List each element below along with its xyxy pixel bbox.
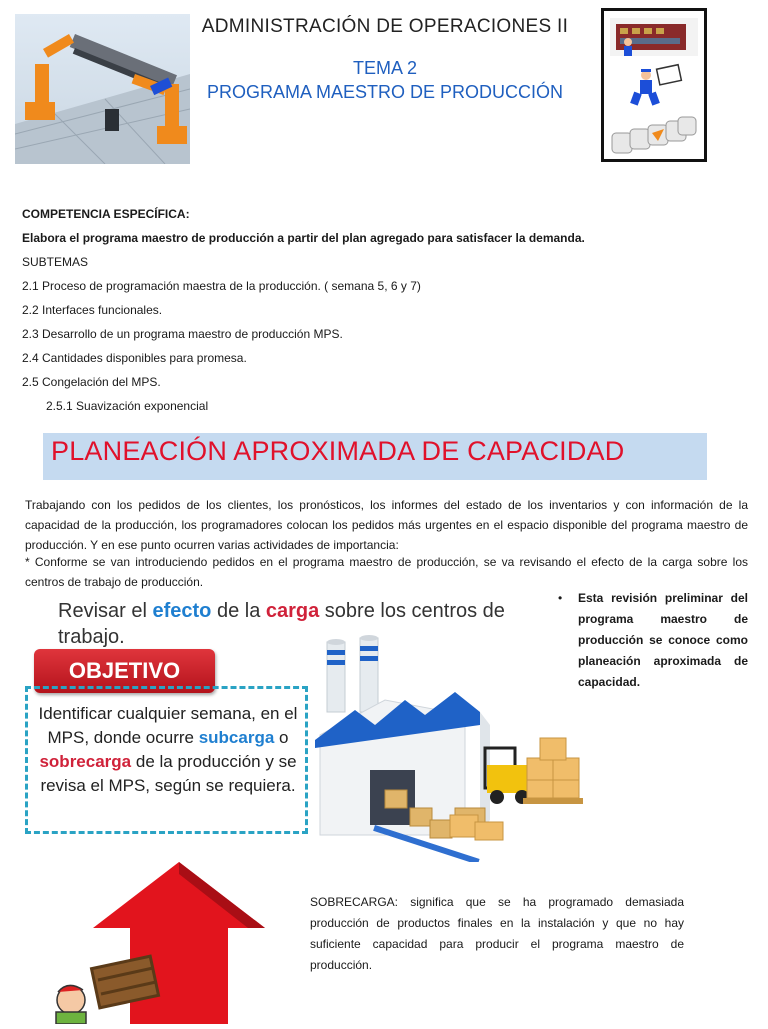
caption-carga: carga [265,600,320,622]
worker-document-icon [608,63,700,109]
robot-assembly-line-image [15,14,190,164]
objetivo-text-part: Identificar cualquier semana, en el MPS, donde ocurre [38,704,298,747]
subtopics-heading: SUBTEMAS [22,255,89,269]
paper-rolls-icon [608,111,700,157]
tema-title: PROGRAMA MAESTRO DE PRODUCCIÓN [206,82,564,102]
definition-bullet-text: Esta revisión preliminar del programa maestro de producción se conoce como planeación aproximada de capacidad. [578,591,748,689]
section-banner-title: PLANEACIÓN APROXIMADA DE CAPACIDAD [51,436,625,466]
objetivo-text-part: o [274,728,289,747]
competency-section [22,202,742,418]
caption-text: Revisar el [58,600,153,622]
subtopic-subitem: 2.5.1 Suavización exponencial [46,399,209,413]
process-icons-panel [601,8,707,162]
subtopic-item: 2.1 Proceso de programación maestra de la producción. ( semana 5, 6 y 7) [22,279,421,293]
factory-worker-icon [608,14,700,60]
objetivo-text-part: de la producción y se revisa el MPS, según se requiera. [40,752,297,795]
objetivo-sobrecarga: sobrecarga [39,752,132,771]
course-title: ADMINISTRACIÓN DE OPERACIONES II [201,16,569,37]
caption-text: de la [211,600,266,622]
competency-text: Elabora el programa maestro de producción a partir del plan agregado para satisfacer la demanda. [22,231,585,245]
objetivo-subcarga: subcarga [198,728,275,747]
body-paragraph-bullet: * Conforme se van introduciendo pedidos en el programa maestro de producción, se va revisando el efecto de la carga sobre los centros de trabajo de producción. [25,555,748,589]
tema-number: TEMA 2 [352,58,418,78]
subtopic-item: 2.2 Interfaces funcionales. [22,303,163,317]
subtopic-item: 2.3 Desarrollo de un programa maestro de producción MPS. [22,327,343,341]
subtopic-item: 2.4 Cantidades disponibles para promesa. [22,351,247,365]
factory-illustration [315,630,590,862]
objetivo-text [36,702,300,798]
competency-heading: COMPETENCIA ESPECÍFICA: [22,207,190,221]
bullet-dot: • [558,591,563,605]
objetivo-label: OBJETIVO [34,649,215,693]
sobrecarga-definition: SOBRECARGA: significa que se ha programado demasiada producción de productos finales en la instalación y que no hay suficiente capacidad para producir el programa maestro de producción. [310,895,684,972]
caption-text: sobre los centros de trabajo. [58,600,505,648]
body-paragraph: Trabajando con los pedidos de los clientes, los pronósticos, los informes del estado de los inventarios y con información de la capacidad de la producción, los programadores colocan los pedidos más urgentes en el espacio disponible del programa maestro de producción. Y en ese punto ocurren varias actividades de importancia: [25,498,748,552]
overload-arrow-illustration [38,862,298,1024]
caption-efecto: efecto [152,600,212,622]
subtopic-item: 2.5 Congelación del MPS. [22,375,161,389]
